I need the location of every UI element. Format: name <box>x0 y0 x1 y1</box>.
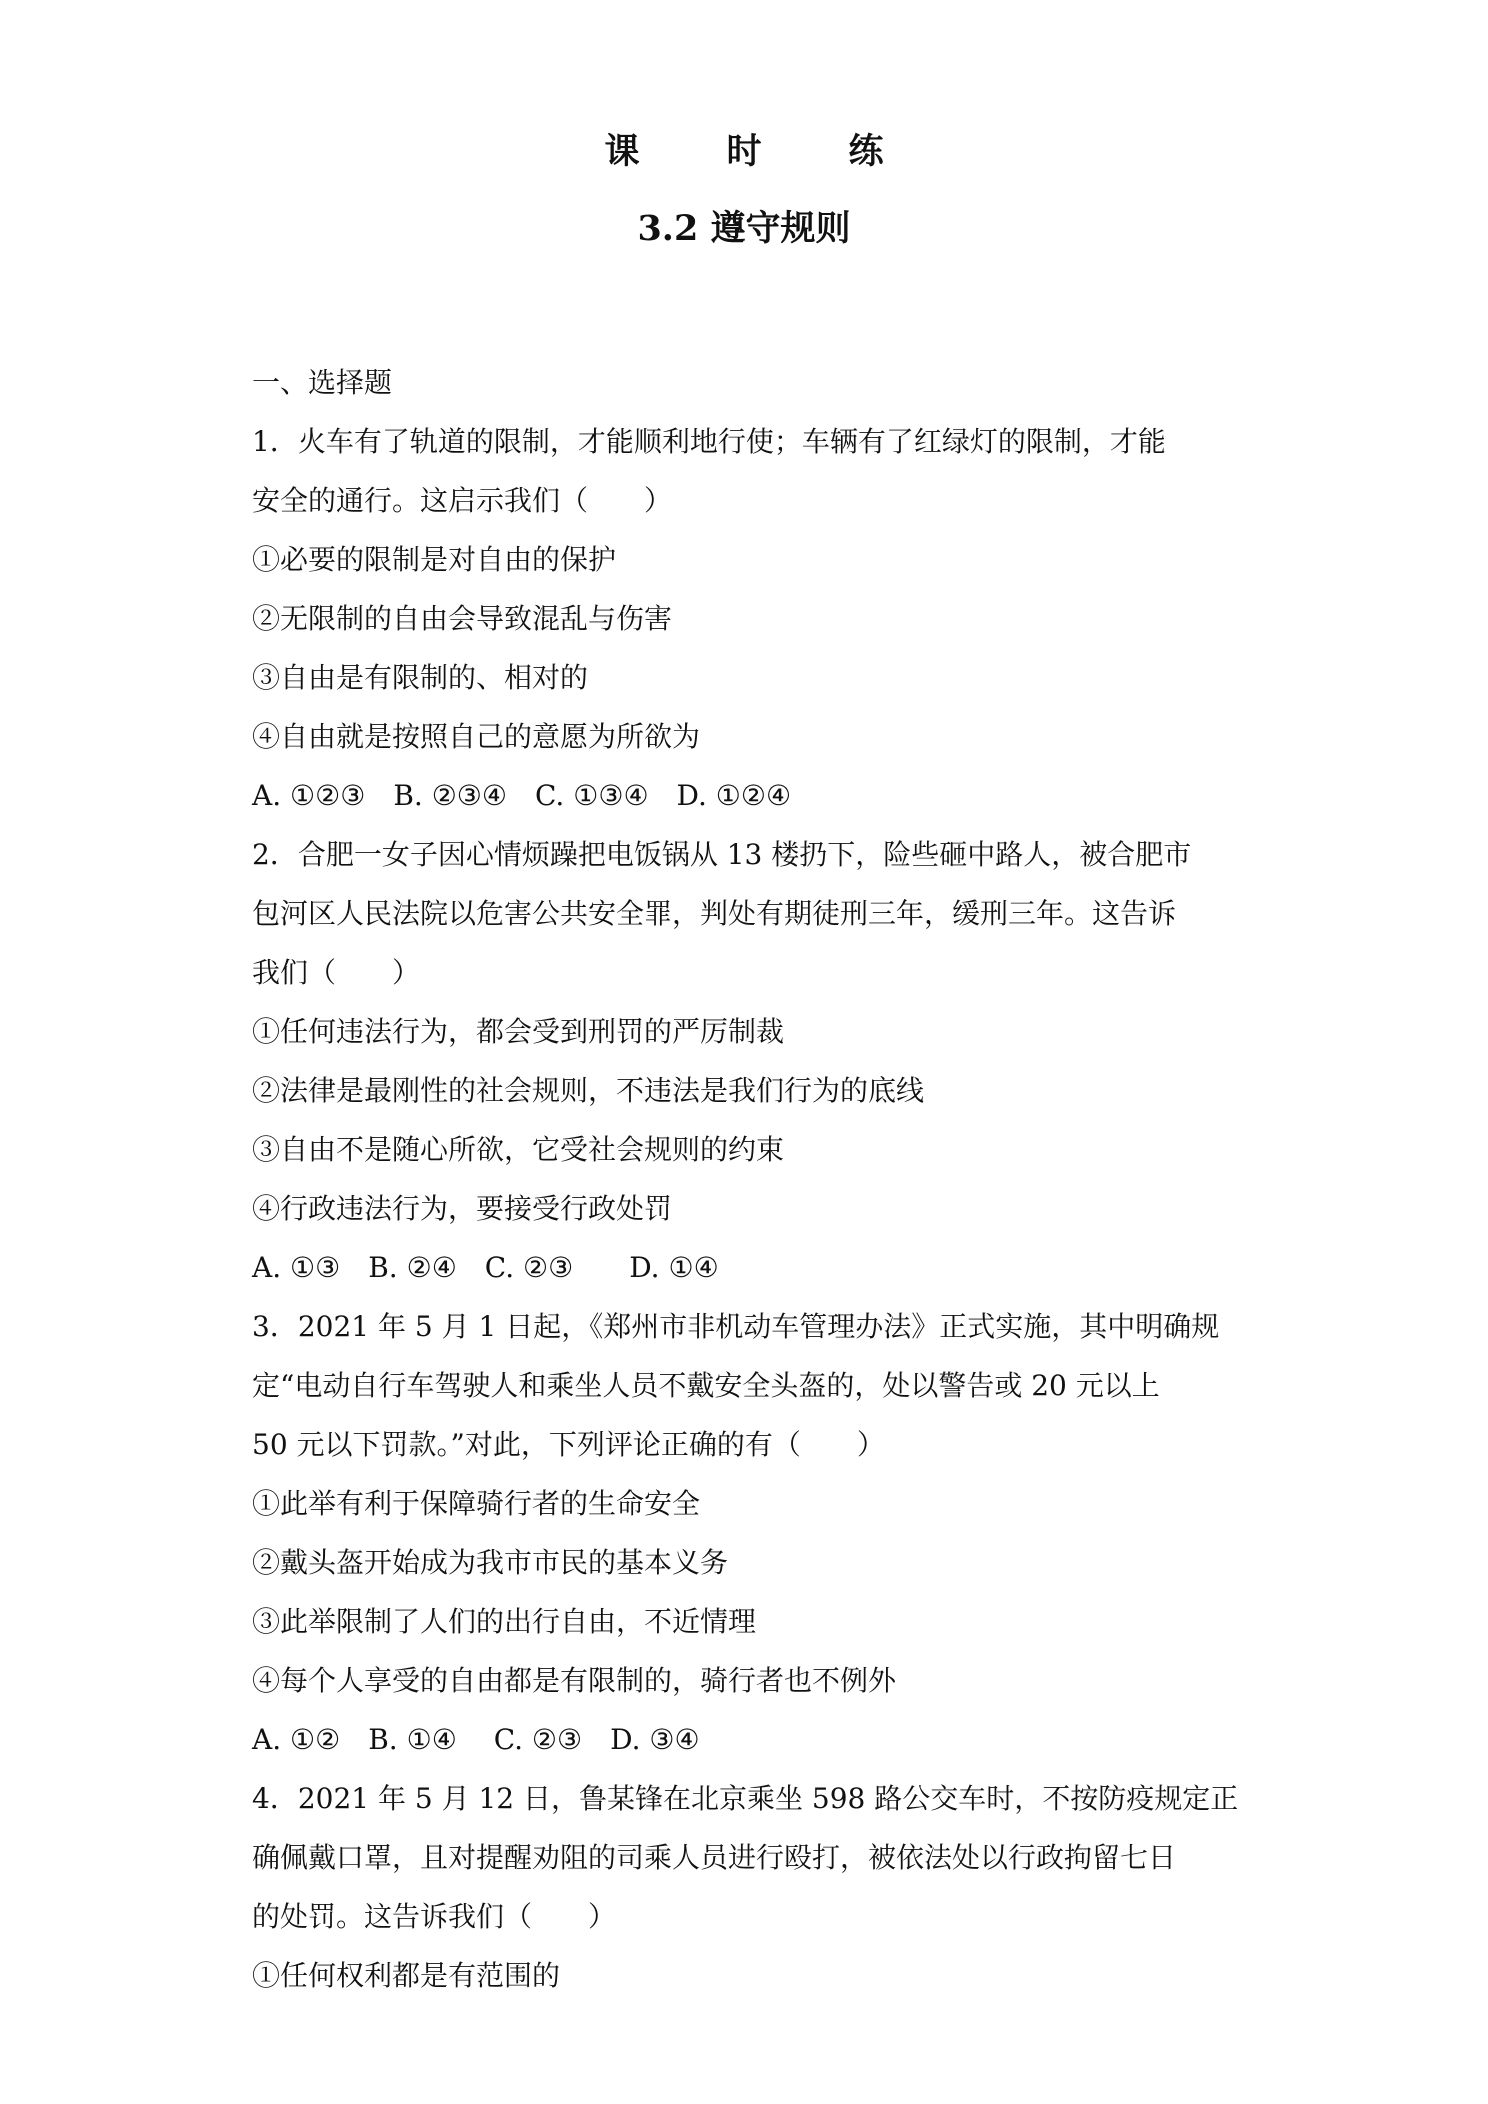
statement-option: ④每个人享受的自由都是有限制的，骑行者也不例外 <box>252 1664 897 1697</box>
question-3 <box>252 1297 1242 1769</box>
document-body <box>252 353 1242 2005</box>
page-subtitle: 3.2 遵守规则 <box>637 208 851 249</box>
statement-option: ②戴头盔开始成为我市市民的基本义务 <box>252 1546 729 1579</box>
question-stem-line: 定“电动自行车驾驶人和乘坐人员不戴安全头盔的，处以警告或 20 元以上 <box>252 1369 1160 1402</box>
statement-option: ②无限制的自由会导致混乱与伤害 <box>252 602 673 635</box>
question-stem-line: 50 元以下罚款。”对此，下列评论正确的有（ ） <box>252 1428 885 1461</box>
page-title: 课 时 练 <box>604 131 910 172</box>
question-stem-line: 安全的通行。这启示我们（ ） <box>252 484 673 517</box>
question-stem-line: 包河区人民法院以危害公共安全罪，判处有期徒刑三年，缓刑三年。这告诉 <box>252 897 1177 930</box>
question-stem-line: 的处罚。这告诉我们（ ） <box>252 1900 617 1933</box>
statement-option: ③自由是有限制的、相对的 <box>252 661 589 694</box>
answer-choices: A. ①② B. ①④ C. ②③ D. ③④ <box>252 1723 700 1756</box>
statement-option: ①此举有利于保障骑行者的生命安全 <box>252 1487 701 1520</box>
question-2 <box>252 825 1242 1297</box>
statement-option: ③此举限制了人们的出行自由，不近情理 <box>252 1605 757 1638</box>
statement-option: ①任何违法行为，都会受到刑罚的严厉制裁 <box>252 1015 785 1048</box>
question-stem-line: 4．2021 年 5 月 12 日，鲁某锋在北京乘坐 598 路公交车时，不按防疫规定正 <box>252 1782 1239 1815</box>
question-stem-line: 我们（ ） <box>252 956 421 989</box>
question-4 <box>252 1769 1242 2005</box>
question-stem-line: 1．火车有了轨道的限制，才能顺利地行使；车辆有了红绿灯的限制，才能 <box>252 425 1166 458</box>
question-stem-line: 3．2021 年 5 月 1 日起，《郑州市非机动车管理办法》正式实施，其中明确规 <box>252 1310 1220 1343</box>
answer-choices: A. ①②③ B. ②③④ C. ①③④ D. ①②④ <box>252 779 792 812</box>
question-stem-line: 确佩戴口罩，且对提醒劝阻的司乘人员进行殴打，被依法处以行政拘留七日 <box>252 1841 1177 1874</box>
answer-choices: A. ①③ B. ②④ C. ②③ D. ①④ <box>252 1251 719 1284</box>
statement-option: ④行政违法行为，要接受行政处罚 <box>252 1192 673 1225</box>
question-stem-line: 2．合肥一女子因心情烦躁把电饭锅从 13 楼扔下，险些砸中路人，被合肥市 <box>252 838 1192 871</box>
statement-option: ②法律是最刚性的社会规则，不违法是我们行为的底线 <box>252 1074 925 1107</box>
statement-option: ①必要的限制是对自由的保护 <box>252 543 617 576</box>
section-heading: 一、选择题 <box>252 366 393 399</box>
question-1 <box>252 412 1242 825</box>
statement-option: ④自由就是按照自己的意愿为所欲为 <box>252 720 701 753</box>
statement-option: ①任何权利都是有范围的 <box>252 1959 561 1992</box>
statement-option: ③自由不是随心所欲，它受社会规则的约束 <box>252 1133 785 1166</box>
